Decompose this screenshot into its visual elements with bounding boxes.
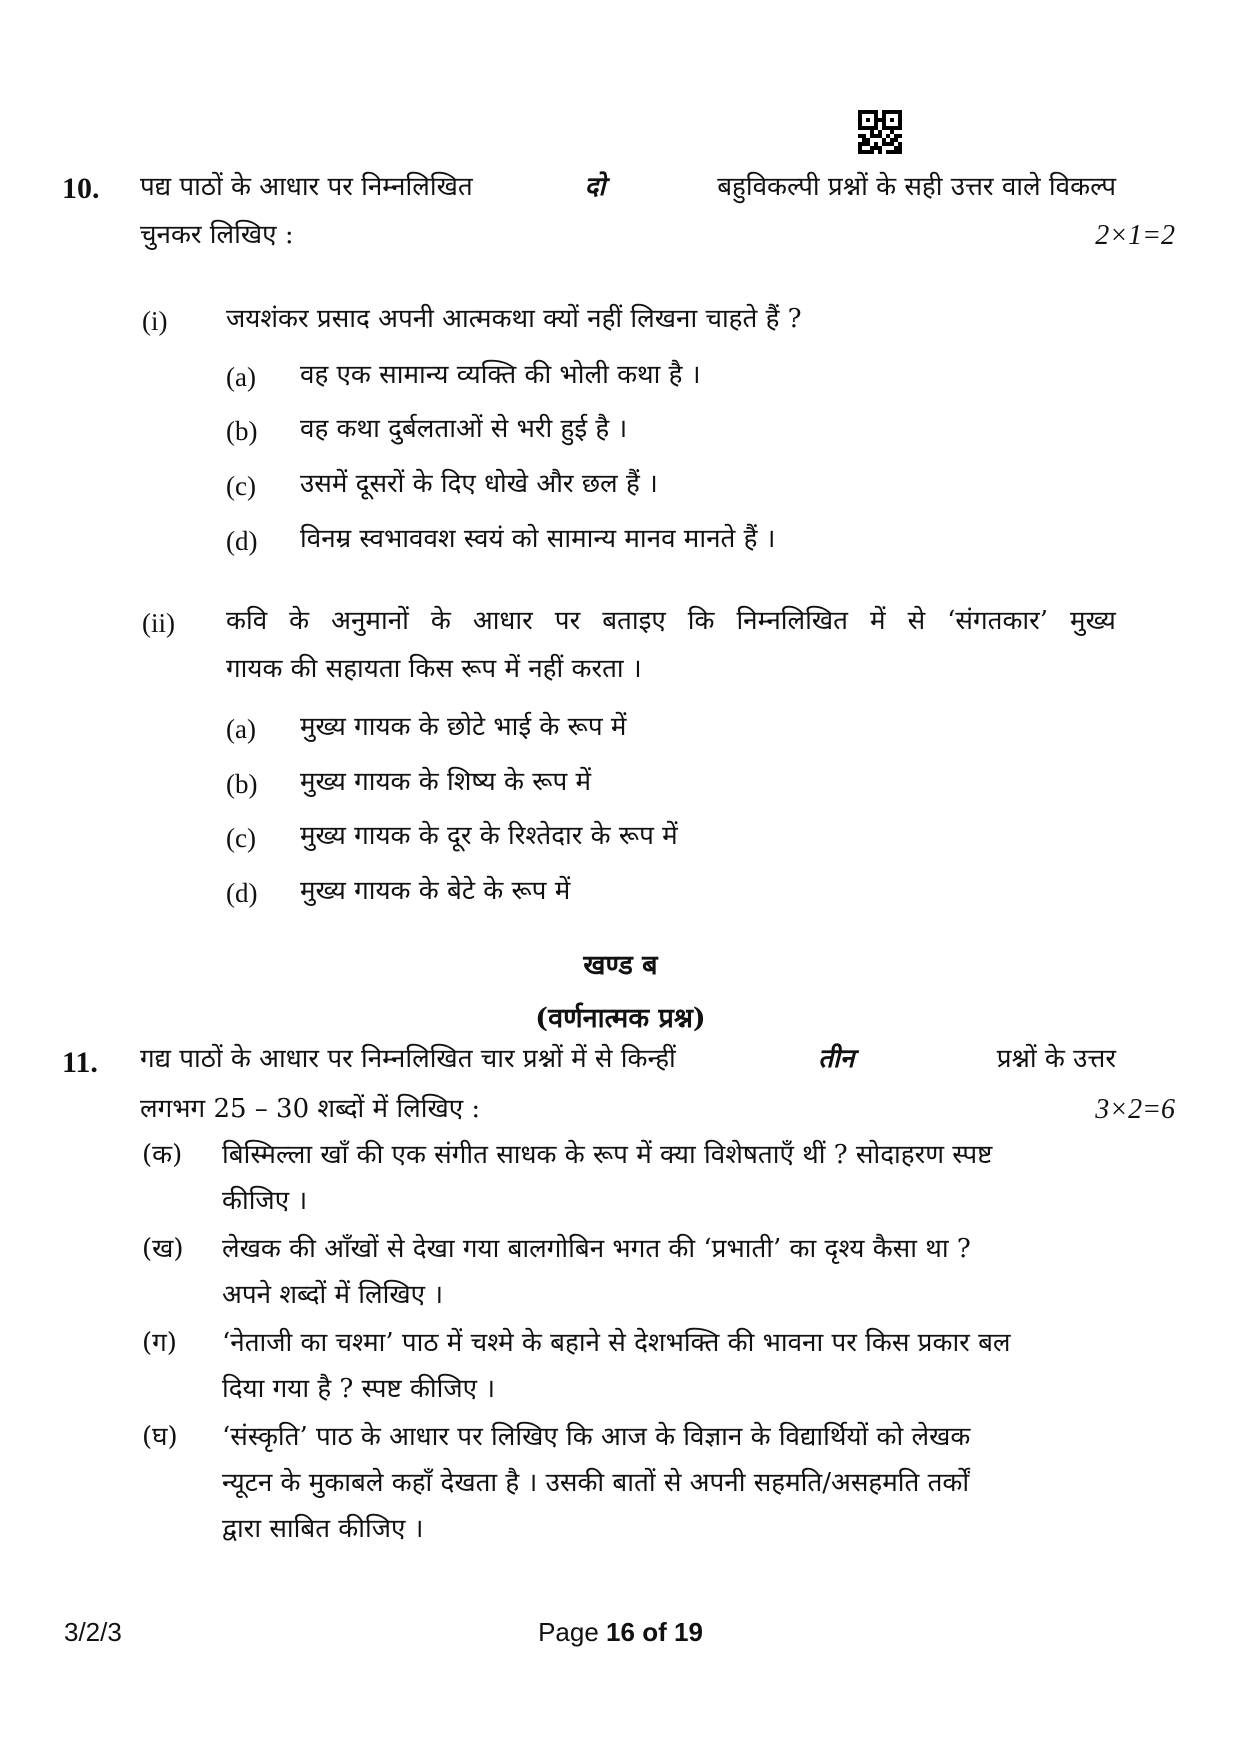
item-text: बिस्मिल्ला खाँ की एक संगीत साधक के रूप में क्या विशेषताएँ थीं ? सोदाहरण स्पष्ट [222,1140,993,1170]
question-text-part: गद्य पाठों के आधार पर निम्नलिखित चार प्रश्नों में से किन्हीं [140,1044,676,1074]
marks: 2×1=2 [1095,220,1175,251]
option-text: मुख्य गायक के छोटे भाई के रूप में [300,712,627,742]
option-label: (a) [226,714,256,744]
item-text: न्यूटन के मुकाबले कहाँ देखता है । उसकी बातों से अपनी सहमति/असहमति तर्कों [222,1468,970,1498]
item-text: लेखक की आँखों से देखा गया बालगोबिन भगत की ‘प्रभाती’ का दृश्य कैसा था ? [222,1234,971,1264]
question-text-line: लगभग 25 – 30 शब्दों में लिखिए : [140,1094,481,1124]
word: कि [687,606,715,636]
option-text: मुख्य गायक के बेटे के रूप में [300,876,571,906]
word: ‘संगतकार’ [947,606,1049,636]
question-text-line [140,172,1116,203]
page-prefix: Page [538,1617,599,1647]
option-label: (d) [226,878,258,908]
option-label: (c) [226,823,256,853]
question-text-part: पद्य पाठों के आधार पर निम्नलिखित [140,172,473,202]
word: पर [554,606,581,636]
question-number: 11. [62,1046,98,1079]
page-total: 19 [673,1617,703,1647]
page-number [0,1617,1241,1648]
option-label: (d) [226,526,258,556]
sub-question-text: जयशंकर प्रसाद अपनी आत्मकथा क्यों नहीं लिखना चाहते हैं ? [226,304,802,334]
word: अनुमानों [331,606,409,636]
item-text: दिया गया है ? स्पष्ट कीजिए । [222,1374,496,1404]
item-label: (क) [142,1140,183,1170]
paper-code: 3/2/3 [64,1617,122,1647]
marks: 3×2=6 [1095,1094,1175,1125]
section-subtitle: (वर्णनात्मक प्रश्न) [535,1003,706,1034]
word: बताइए [602,606,666,636]
option-label: (a) [226,362,256,392]
page-of: of [642,1617,667,1647]
section-title: खण्ड ब [583,950,658,981]
page-current: 16 [606,1617,635,1647]
item-text: ‘संस्कृति’ पाठ के आधार पर लिखिए कि आज के विज्ञान के विद्यार्थियों को लेखक [222,1422,971,1452]
word: में [870,606,886,636]
option-text: वह कथा दुर्बलताओं से भरी हुई है । [300,414,628,444]
question-text-part: प्रश्नों के उत्तर [996,1044,1116,1074]
word: के [289,606,310,636]
word: कवि [226,606,268,636]
sub-question-label: (i) [142,306,168,336]
option-label: (b) [226,416,258,446]
sub-question-text [226,606,1116,637]
option-text: मुख्य गायक के दूर के रिश्तेदार के रूप में [300,821,678,851]
option-text: विनम्र स्वभाववश स्वयं को सामान्य मानव मानते हैं । [300,524,776,554]
sub-question-text: गायक की सहायता किस रूप में नहीं करता । [226,654,642,684]
item-text: कीजिए । [222,1186,308,1216]
option-text: वह एक सामान्य व्यक्ति की भोली कथा है । [300,360,701,390]
question-text-line: चुनकर लिखिए : [140,220,294,250]
word: आधार [472,606,533,636]
item-label: (घ) [142,1422,178,1452]
option-label: (c) [226,471,256,501]
word: से [907,606,926,636]
word: के [430,606,451,636]
item-text: ‘नेताजी का चश्मा’ पाठ में चश्मे के बहाने से देशभक्ति की भावना पर किस प्रकार बल [222,1328,1011,1358]
item-text: अपने शब्दों में लिखिए । [222,1280,444,1310]
option-text: उसमें दूसरों के दिए धोखे और छल हैं । [300,469,658,499]
emphasis-word: तीन [818,1044,855,1074]
word: मुख्य [1070,606,1116,636]
emphasis-word: दो [584,172,606,202]
question-number: 10. [62,172,100,205]
word: निम्नलिखित [736,606,848,636]
item-label: (ख) [142,1234,184,1264]
sub-question-label: (ii) [142,608,175,638]
qr-code [858,110,902,154]
option-text: मुख्य गायक के शिष्य के रूप में [300,767,592,797]
item-label: (ग) [142,1328,177,1358]
question-text-part: बहुविकल्पी प्रश्नों के सही उत्तर वाले विकल्प [717,172,1116,202]
option-label: (b) [226,769,258,799]
item-text: द्वारा साबित कीजिए । [222,1514,424,1544]
question-text-line [140,1044,1116,1075]
